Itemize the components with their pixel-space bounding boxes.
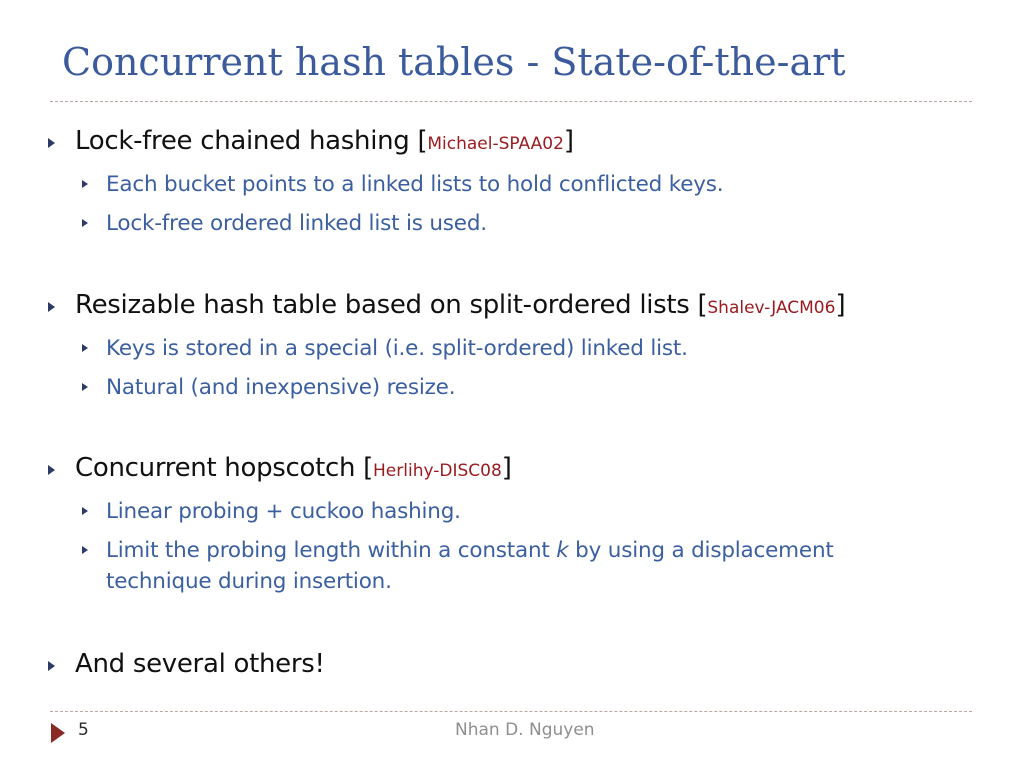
- bracket-close: ]: [835, 290, 846, 320]
- bullet-icon: [48, 138, 55, 148]
- slide-title: Concurrent hash tables - State-of-the-art: [62, 40, 846, 84]
- bullet-text: Resizable hash table based on split-ordered lists [: [75, 290, 708, 320]
- sub-bullet-text: Lock-free ordered linked list is used.: [106, 211, 487, 236]
- citation-ref: Michael-SPAA02: [427, 134, 564, 154]
- bullet-icon: [48, 661, 55, 671]
- sub-text-after: by using a displacement: [568, 538, 834, 563]
- sub-bullet-text: Each bucket points to a linked lists to hold conflicted keys.: [106, 172, 724, 197]
- footer-divider: [50, 711, 972, 712]
- bracket-close: ]: [501, 453, 512, 483]
- sub-bullet-text-line1: [106, 535, 834, 566]
- sub-bullet-text: Natural (and inexpensive) resize.: [106, 375, 456, 400]
- bullet-icon: [48, 302, 55, 312]
- bullet-several-others: And several others!: [75, 649, 325, 679]
- bullet-text: Lock-free chained hashing [: [75, 126, 428, 156]
- title-divider: [50, 101, 972, 102]
- page-number: 5: [78, 720, 89, 740]
- citation-ref: Herlihy-DISC08: [373, 461, 502, 481]
- sub-bullet-icon: [82, 344, 88, 352]
- bullet-concurrent-hopscotch: [75, 451, 512, 488]
- bullet-lock-free-chained-hashing: [75, 124, 574, 161]
- bracket-close: ]: [563, 126, 574, 156]
- sub-bullet-text-line2: technique during insertion.: [106, 569, 392, 594]
- italic-k: k: [556, 538, 569, 563]
- sub-bullet-text: Keys is stored in a special (i.e. split-ordered) linked list.: [106, 336, 688, 361]
- sub-bullet-icon: [82, 546, 88, 554]
- bullet-split-ordered-lists: [75, 288, 845, 325]
- bullet-icon: [48, 465, 55, 475]
- sub-text-before: Limit the probing length within a constant: [106, 538, 557, 563]
- sub-bullet-text: Linear probing + cuckoo hashing.: [106, 499, 461, 524]
- footer-author: Nhan D. Nguyen: [455, 720, 595, 740]
- sub-bullet-icon: [82, 507, 88, 515]
- sub-bullet-icon: [82, 383, 88, 391]
- bullet-text: Concurrent hopscotch [: [75, 453, 374, 483]
- sub-bullet-icon: [82, 219, 88, 227]
- citation-ref: Shalev-JACM06: [707, 298, 836, 318]
- sub-bullet-icon: [82, 180, 88, 188]
- footer-arrow-icon: [51, 723, 65, 743]
